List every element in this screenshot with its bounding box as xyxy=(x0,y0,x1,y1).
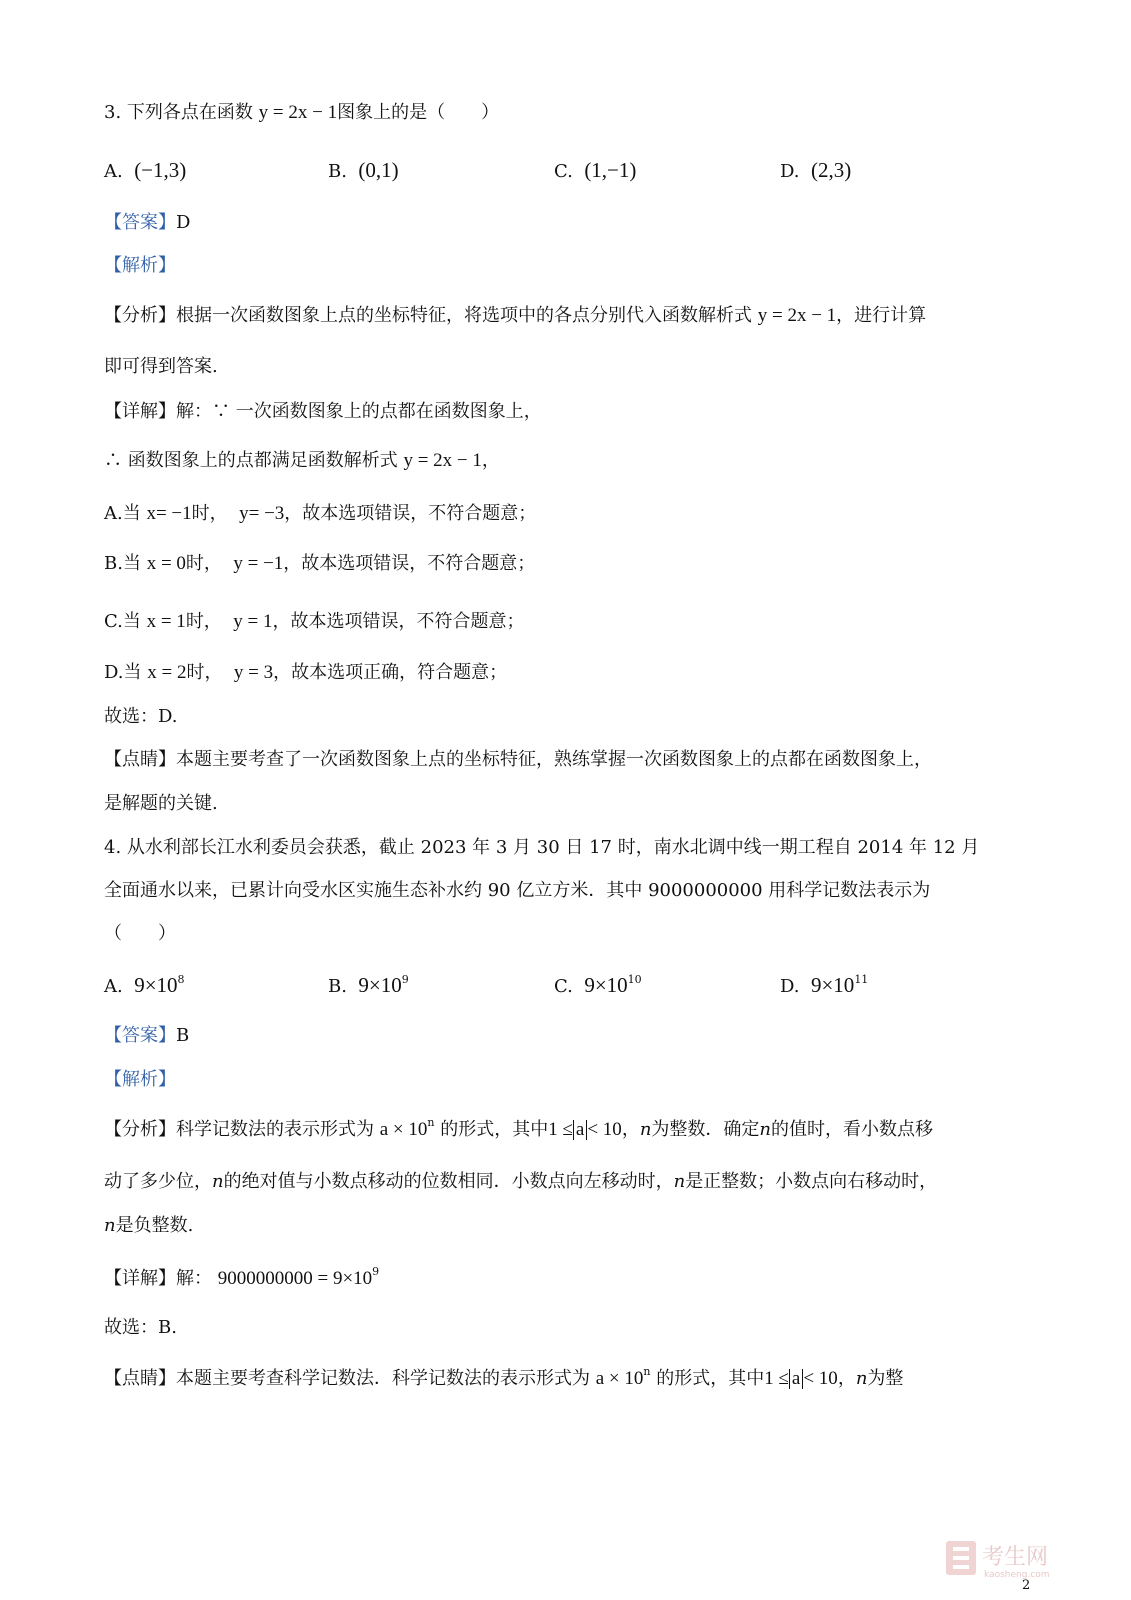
q3-option-c xyxy=(554,157,636,185)
q3-fenxi-line1 xyxy=(104,304,926,328)
fenxi-tag: 【分析】 xyxy=(104,305,176,326)
option-label: D. xyxy=(780,976,800,997)
q4-answer xyxy=(104,1024,189,1048)
case-mid: 时， xyxy=(186,662,223,683)
case-pre: B.当 xyxy=(104,553,141,574)
watermark-text: 考生网 xyxy=(982,1545,1049,1570)
case-mid: 时， xyxy=(185,553,222,574)
dianjing-tag: 【点睛】 xyxy=(104,1368,176,1389)
xiangjie-text: 解：∵ 一次函数图象上的点都在函数图象上， xyxy=(176,401,542,422)
option-label: A. xyxy=(104,976,123,997)
fenxi-text: 科学记数法的表示形式为 xyxy=(176,1119,374,1140)
q3-option-a xyxy=(104,157,186,185)
sci-form-exponent: n xyxy=(427,1116,435,1129)
option-base: 9×10 xyxy=(134,973,178,997)
q3-option-b xyxy=(328,157,399,185)
q4-stem-line1: 4. 从水利部长江水利委员会获悉，截止 2023 年 3 月 30 日 17 时，南水北调中线一期工程自 2014 年 12 月 xyxy=(104,837,980,858)
option-value: (−1,3) xyxy=(134,158,187,182)
var-n: n xyxy=(104,1215,116,1236)
fenxi-text: 根据一次函数图象上点的坐标特征，将选项中的各点分别代入函数解析式 xyxy=(176,305,752,326)
case-post: ，故本选项错误，不符合题意； xyxy=(283,553,536,574)
q4-option-a xyxy=(104,972,185,1000)
condition-right: < 10 xyxy=(803,1368,838,1389)
q4-xiangjie xyxy=(104,1267,379,1291)
q4-option-b xyxy=(328,972,409,1000)
var-n: n xyxy=(212,1171,224,1192)
option-base: 9×10 xyxy=(584,973,628,997)
xiangjie-equation: 9000000000 = 9×10 xyxy=(217,1268,373,1289)
xiangjie-pre: 解： xyxy=(176,1268,212,1289)
option-exponent: 9 xyxy=(401,973,409,986)
case-x: x = 1 xyxy=(146,611,186,632)
dianjing-comma: ， xyxy=(837,1368,856,1389)
var-n: n xyxy=(639,1119,652,1140)
condition-left: 1 ≤ xyxy=(548,1119,573,1140)
option-base: 9×10 xyxy=(358,973,402,997)
xiangjie-line2-punct: ， xyxy=(481,450,500,471)
q4-fenxi-line2 xyxy=(104,1170,937,1194)
q3-dianjing-line2: 是解题的关键. xyxy=(104,793,218,814)
fenxi-line2-c: 是正整数；小数点向右移动时， xyxy=(685,1171,938,1192)
fenxi-text-3: 为整数．确定 xyxy=(651,1119,760,1140)
fenxi-text-2: ，进行计算 xyxy=(836,305,927,326)
option-exponent: 10 xyxy=(627,973,642,986)
fenxi-text-4: 的值时，看小数点移 xyxy=(771,1119,933,1140)
q3-stem-text: 3. 下列各点在函数 xyxy=(104,102,253,123)
case-y: y = 1 xyxy=(233,611,273,632)
case-pre: A.当 xyxy=(104,503,141,524)
option-label: C. xyxy=(554,976,573,997)
case-pre: D.当 xyxy=(104,662,142,683)
dianjing-text-2: 的形式，其中 xyxy=(656,1368,765,1389)
case-pre: C.当 xyxy=(104,611,141,632)
q3-xiangjie-line1 xyxy=(104,400,542,424)
q3-fenxi-line2: 即可得到答案. xyxy=(104,356,218,377)
case-post: ，故本选项错误，不符合题意； xyxy=(284,503,537,524)
dianjing-tag: 【点睛】 xyxy=(104,749,176,770)
case-mid: 时， xyxy=(185,611,222,632)
condition-abs: a xyxy=(573,1120,587,1140)
option-exponent: 8 xyxy=(177,973,185,986)
sci-form-base: a × 10 xyxy=(379,1119,428,1140)
q3-answer xyxy=(104,211,190,235)
q4-analysis-tag: 【解析】 xyxy=(104,1069,176,1090)
q4-fenxi-line3 xyxy=(104,1214,193,1238)
case-post: ，故本选项错误，不符合题意； xyxy=(272,611,525,632)
fenxi-text-2: 的形式，其中 xyxy=(440,1119,549,1140)
xiangjie-tag: 【详解】 xyxy=(104,401,176,422)
q4-option-d xyxy=(780,972,868,1000)
fenxi-function: y = 2x − 1 xyxy=(757,305,837,326)
fenxi-line2-a: 动了多少位， xyxy=(104,1171,212,1192)
xiangjie-function: y = 2x − 1 xyxy=(403,450,482,471)
fenxi-comma: ， xyxy=(621,1119,640,1140)
option-label: A. xyxy=(104,161,123,182)
dianjing-text: 本题主要考查了一次函数图象上点的坐标特征，熟练掌握一次函数图象上的点都在函数图象上， xyxy=(176,749,932,770)
q3-stem-tail: 图象上的是（ ） xyxy=(337,102,500,123)
xiangjie-exponent: 9 xyxy=(372,1265,380,1278)
sci-form-exponent: n xyxy=(643,1365,651,1378)
answer-tag: 【答案】 xyxy=(104,1025,176,1046)
q3-dianjing-line1 xyxy=(104,748,932,772)
condition-right: < 10 xyxy=(587,1119,622,1140)
q4-stem-line3: （ ） xyxy=(104,923,176,944)
q3-function: y = 2x − 1 xyxy=(258,102,338,123)
q3-case-c xyxy=(104,610,524,634)
q4-option-c xyxy=(554,972,642,1000)
q4-fenxi-line1 xyxy=(104,1118,933,1142)
case-y: y= −3 xyxy=(239,503,285,524)
fenxi-tag: 【分析】 xyxy=(104,1119,176,1140)
option-label: B. xyxy=(328,161,347,182)
watermark-url: kaosheng.com xyxy=(984,1570,1050,1580)
option-exponent: 11 xyxy=(854,973,869,986)
case-x: x = 0 xyxy=(146,553,186,574)
q4-stem-line2: 全面通水以来，已累计向受水区实施生态补水约 90 亿立方米．其中 9000000000 用科学记数法表示为 xyxy=(104,880,931,901)
answer-value: B xyxy=(176,1025,190,1046)
q3-analysis-tag: 【解析】 xyxy=(104,255,176,276)
case-x: x= −1 xyxy=(146,503,192,524)
var-n: n xyxy=(855,1368,868,1389)
option-value: (1,−1) xyxy=(584,158,637,182)
option-value: (0,1) xyxy=(358,158,399,182)
fenxi-line3: 是负整数. xyxy=(115,1215,194,1236)
q3-xiangjie-line2 xyxy=(104,449,500,473)
page-number: 2 xyxy=(1022,1578,1031,1593)
answer-tag: 【答案】 xyxy=(104,212,176,233)
case-mid: 时， xyxy=(191,503,228,524)
var-n: n xyxy=(673,1171,686,1192)
q3-case-b xyxy=(104,552,535,576)
option-base: 9×10 xyxy=(810,973,855,997)
xiangjie-line2-text: ∴ 函数图象上的点都满足函数解析式 xyxy=(104,450,398,471)
q3-case-a xyxy=(104,502,536,526)
case-x: x = 2 xyxy=(147,662,187,683)
case-y: y = −1 xyxy=(233,553,284,574)
fenxi-line2-b: 的绝对值与小数点移动的位数相同．小数点向左移动时， xyxy=(223,1171,674,1192)
dianjing-text-3: 为整 xyxy=(867,1368,904,1389)
condition-abs: a xyxy=(789,1369,803,1389)
q3-conclusion: 故选：D. xyxy=(104,706,178,727)
case-post: ，故本选项正确，符合题意； xyxy=(273,662,508,683)
q3-stem xyxy=(104,101,499,125)
sci-form-base: a × 10 xyxy=(595,1368,644,1389)
option-label: B. xyxy=(328,976,347,997)
condition-left: 1 ≤ xyxy=(764,1368,789,1389)
watermark-logo xyxy=(944,1537,1084,1581)
case-y: y = 3 xyxy=(233,662,274,683)
option-label: C. xyxy=(554,161,573,182)
option-label: D. xyxy=(780,161,800,182)
dianjing-text: 本题主要考查科学记数法．科学记数法的表示形式为 xyxy=(176,1368,590,1389)
q3-option-d xyxy=(780,157,851,185)
kaosheng-logo-icon xyxy=(944,1537,1084,1581)
xiangjie-tag: 【详解】 xyxy=(104,1268,176,1289)
var-n: n xyxy=(759,1119,771,1140)
q3-case-d xyxy=(104,661,507,685)
answer-value: D xyxy=(176,212,191,233)
q4-dianjing-line1 xyxy=(104,1367,903,1391)
q4-conclusion: 故选：B. xyxy=(104,1317,177,1338)
option-value: (2,3) xyxy=(810,158,852,182)
